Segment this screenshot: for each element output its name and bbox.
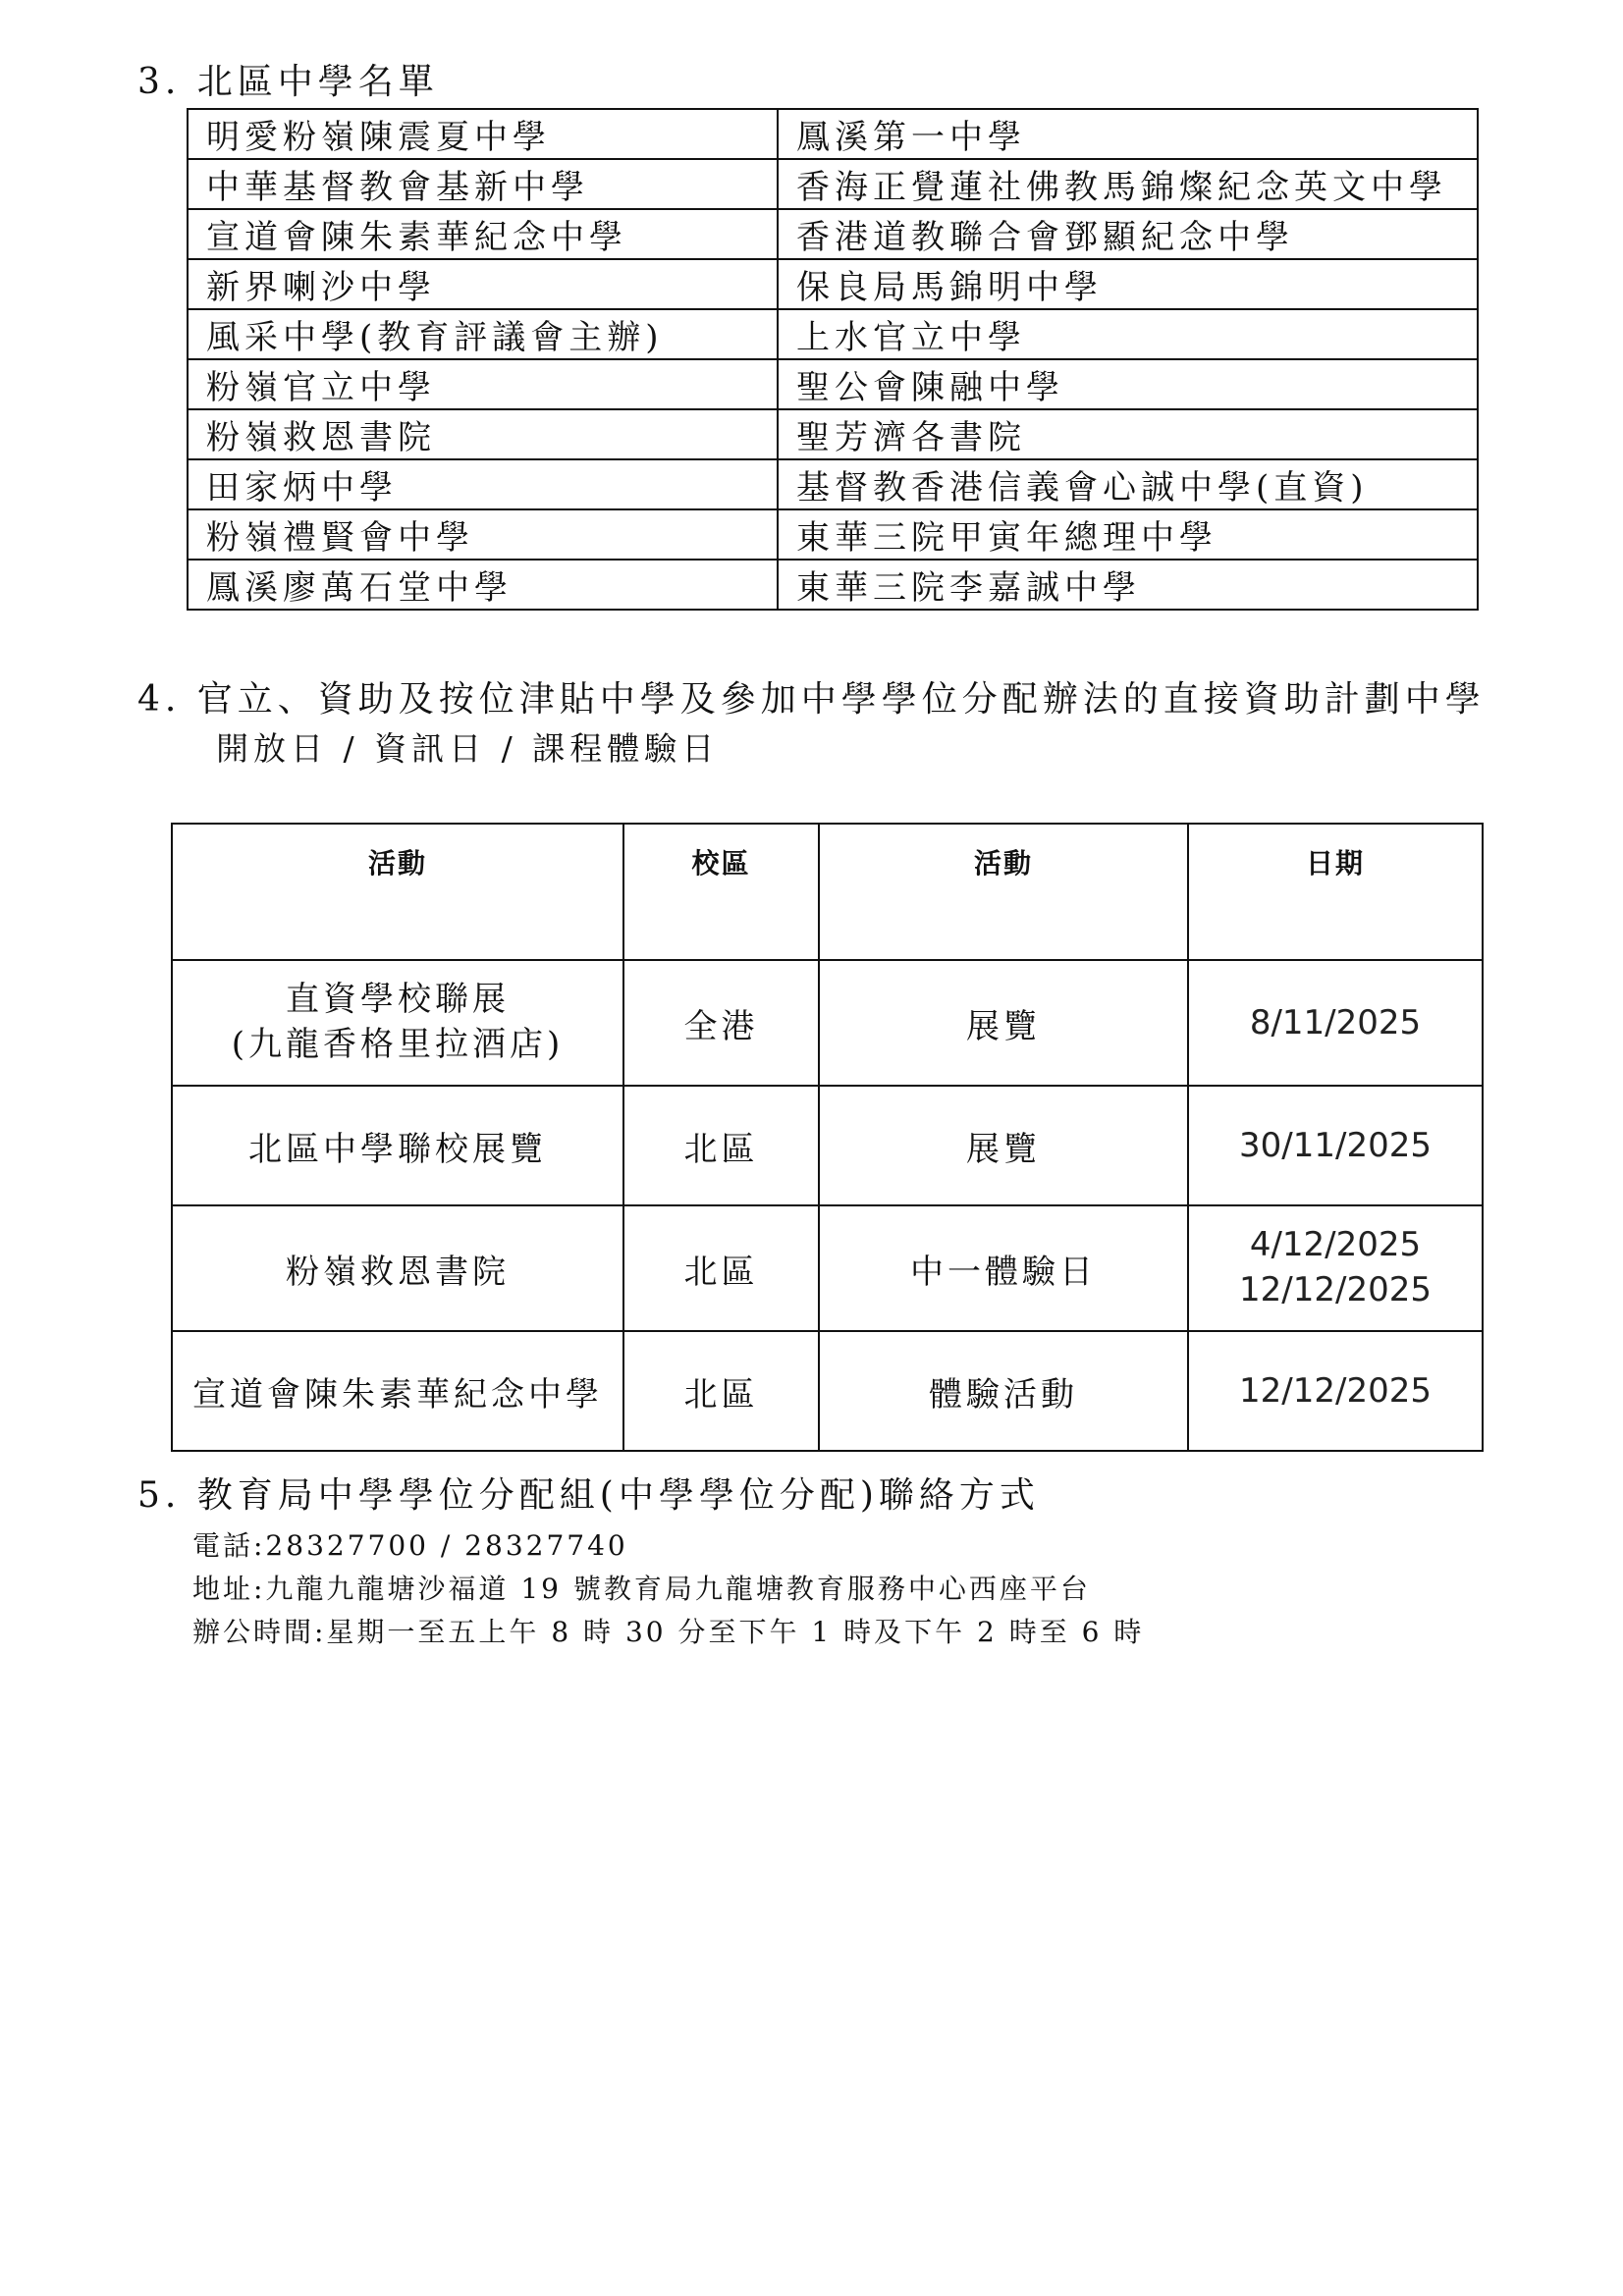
date-second: 12/12/2025 (1239, 1270, 1432, 1309)
school-cell: 中華基督教會基新中學 (188, 159, 778, 209)
column-header-date: 日期 (1188, 824, 1483, 960)
school-cell: 聖公會陳融中學 (778, 359, 1478, 409)
school-cell: 風采中學(教育評議會主辦) (188, 309, 778, 359)
section3-heading: 3. 北區中學名單 (137, 62, 439, 102)
table-row (188, 259, 1478, 309)
school-cell: 明愛粉嶺陳震夏中學 (188, 109, 778, 159)
school-cell: 粉嶺禮賢會中學 (188, 509, 778, 560)
activity-cell (172, 960, 623, 1086)
office-hours: 辦公時間:星期一至五上午 8 時 30 分至下午 1 時及下午 2 時至 6 時 (192, 1616, 1145, 1648)
table-row (188, 509, 1478, 560)
table-row (188, 459, 1478, 509)
date-first: 4/12/2025 (1249, 1225, 1422, 1265)
open-day-events-table (171, 823, 1484, 1452)
school-cell: 鳳溪廖萬石堂中學 (188, 560, 778, 610)
table-row (172, 1331, 1483, 1451)
table-row (188, 409, 1478, 459)
activity-cell: 宣道會陳朱素華紀念中學 (172, 1331, 623, 1451)
school-cell: 東華三院甲寅年總理中學 (778, 509, 1478, 560)
district-cell: 北區 (623, 1205, 819, 1331)
activity-cell: 北區中學聯校展覽 (172, 1086, 623, 1205)
district-cell: 北區 (623, 1331, 819, 1451)
column-header-activity: 活動 (172, 824, 623, 960)
type-cell: 體驗活動 (819, 1331, 1188, 1451)
column-header-district: 校區 (623, 824, 819, 960)
table-row (188, 359, 1478, 409)
school-cell: 聖芳濟各書院 (778, 409, 1478, 459)
type-cell: 展覽 (819, 960, 1188, 1086)
table-header-row (172, 824, 1483, 960)
table-row (188, 560, 1478, 610)
school-cell: 上水官立中學 (778, 309, 1478, 359)
activity-venue: (九龍香格里拉酒店) (231, 1025, 565, 1064)
school-cell: 宣道會陳朱素華紀念中學 (188, 209, 778, 259)
school-cell: 保良局馬錦明中學 (778, 259, 1478, 309)
date-cell: 8/11/2025 (1188, 960, 1483, 1086)
table-row (172, 1086, 1483, 1205)
date-cell: 30/11/2025 (1188, 1086, 1483, 1205)
school-cell: 香海正覺蓮社佛教馬錦燦紀念英文中學 (778, 159, 1478, 209)
table-row (188, 159, 1478, 209)
section4-heading: 4. 官立、資助及按位津貼中學及參加中學學位分配辦法的直接資助計劃中學 (137, 679, 1486, 720)
date-cell (1188, 1205, 1483, 1331)
district-cell: 全港 (623, 960, 819, 1086)
school-cell: 新界喇沙中學 (188, 259, 778, 309)
table-row (188, 209, 1478, 259)
contact-phone: 電話:28327700 / 28327740 (192, 1529, 628, 1562)
school-cell: 東華三院李嘉誠中學 (778, 560, 1478, 610)
table-row (188, 109, 1478, 159)
type-cell: 展覽 (819, 1086, 1188, 1205)
column-header-type: 活動 (819, 824, 1188, 960)
school-cell: 鳳溪第一中學 (778, 109, 1478, 159)
date-cell: 12/12/2025 (1188, 1331, 1483, 1451)
school-cell: 粉嶺官立中學 (188, 359, 778, 409)
school-cell: 粉嶺救恩書院 (188, 409, 778, 459)
district-cell: 北區 (623, 1086, 819, 1205)
table-row (172, 1205, 1483, 1331)
table-row (188, 309, 1478, 359)
table-row (172, 960, 1483, 1086)
type-cell: 中一體驗日 (819, 1205, 1188, 1331)
activity-cell: 粉嶺救恩書院 (172, 1205, 623, 1331)
section4-subheading: 開放日 / 資訊日 / 課程體驗日 (216, 729, 720, 768)
section5-heading: 5. 教育局中學學位分配組(中學學位分配)聯絡方式 (137, 1475, 1040, 1516)
school-cell: 基督教香港信義會心誠中學(直資) (778, 459, 1478, 509)
north-district-schools-table (187, 108, 1479, 611)
school-cell: 香港道教聯合會鄧顯紀念中學 (778, 209, 1478, 259)
contact-address: 地址:九龍九龍塘沙福道 19 號教育局九龍塘教育服務中心西座平台 (192, 1573, 1091, 1605)
school-cell: 田家炳中學 (188, 459, 778, 509)
activity-name: 直資學校聯展 (286, 980, 510, 1020)
